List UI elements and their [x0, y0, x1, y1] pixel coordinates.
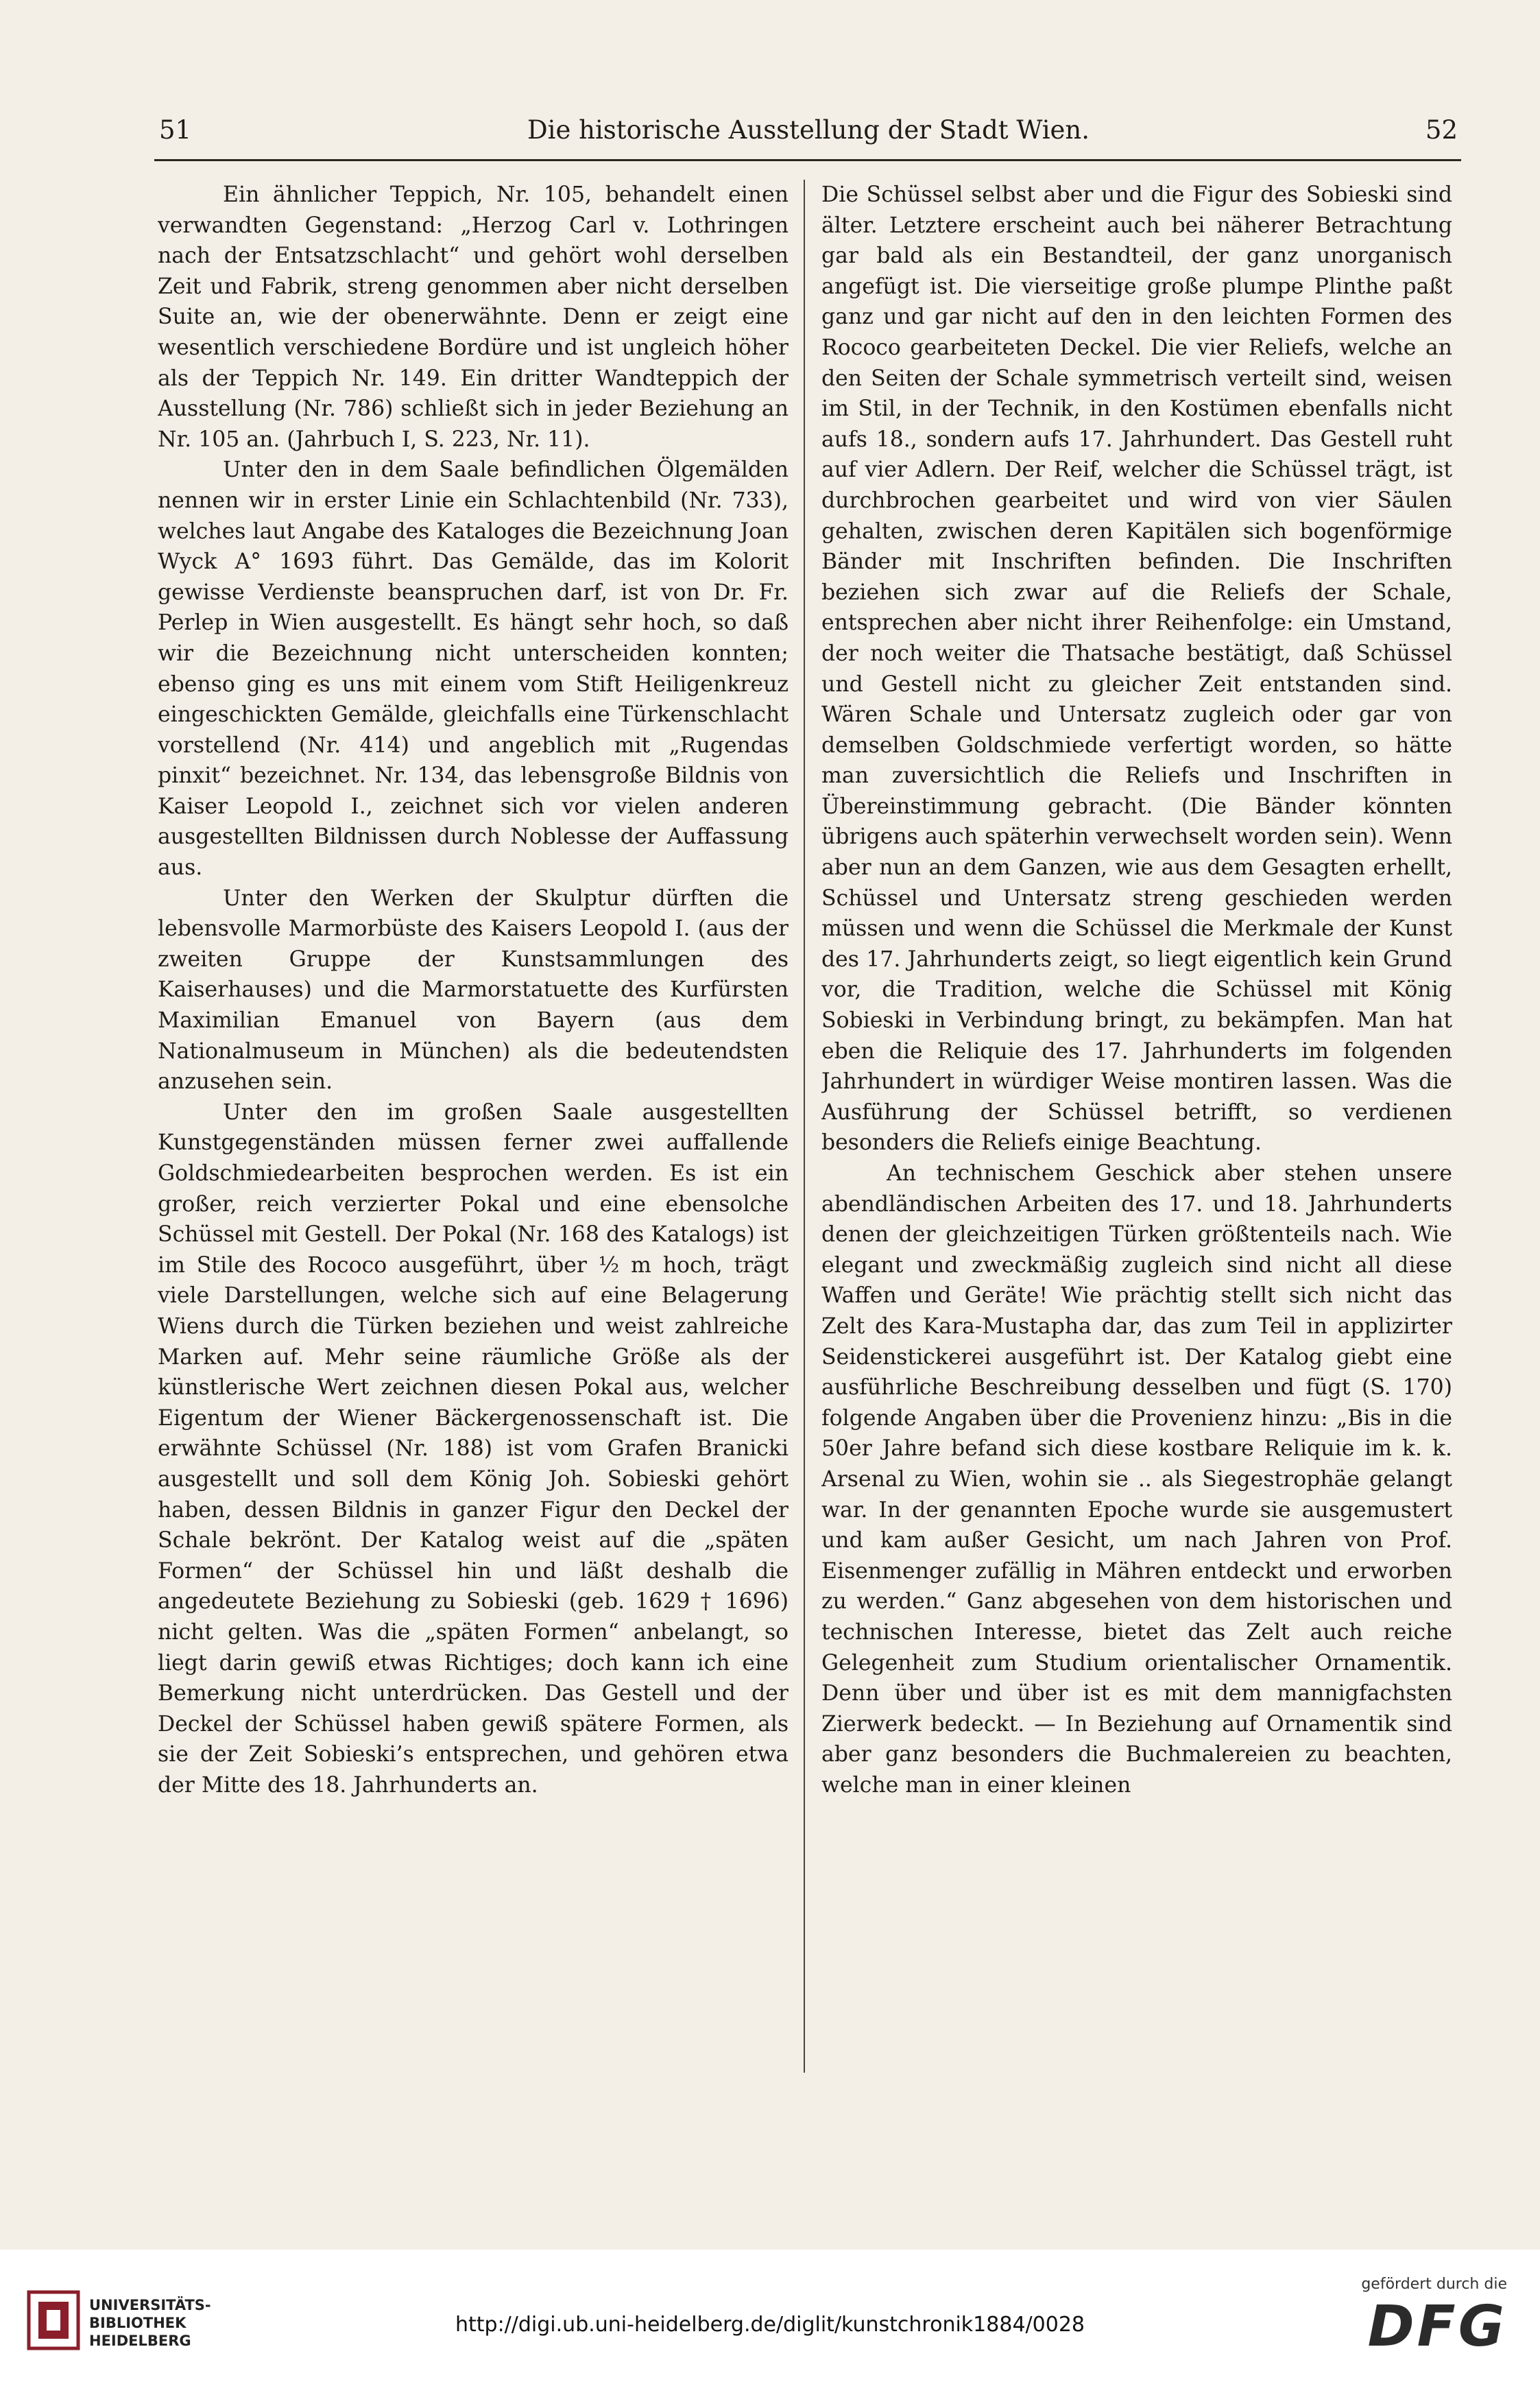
- running-header: [159, 110, 1458, 151]
- page-number-right: 52: [1425, 115, 1458, 145]
- paragraph: An technischem Geschick aber stehen unsere abendländischen Arbeiten des 17. und 18. Jahrhunderts denen der gleichzeitigen Türken größtenteils nach. Wie elegant und zweckmäßig zugleich sind nicht all diese Waffen und Geräte! Wie prächtig stellt sich nicht das Zelt des Kara-Mustapha dar, das zum Teil in applizirter Seidenstickerei ausgeführt ist. Der Katalog giebt eine ausführliche Beschreibung desselben und fügt (S. 170) folgende Angaben über die Provenienz hinzu: „Bis in die 50er Jahre befand sich diese kostbare Reliquie im k. k. Arsenal zu Wien, wohin sie .. als Siegestrophäe gelangt war. In der genannten Epoche wurde sie ausgemustert und kam außer Gesicht, um nach Jahren von Prof. Eisenmenger zufällig in Mähren entdeckt und erworben zu werden.“ Ganz abgesehen von dem historischen und technischen Interesse, bietet das Zelt auch reiche Gelegenheit zum Studium orientalischer Ornamentik. Denn über und über ist es mit dem mannigfachsten Zierwerk bedeckt. — In Beziehung auf Ornamentik sind aber ganz besonders die Buchmalereien zu beachten, welche man in einer kleinen: [821, 1161, 1452, 1798]
- source-url-link[interactable]: http://digi.ub.uni-heidelberg.de/diglit/kunstchronik1884/0028: [455, 2313, 1085, 2337]
- paragraph: Unter den Werken der Skulptur dürften die lebensvolle Marmorbüste des Kaisers Leopold I. (aus der zweiten Gruppe der Kunstsammlungen des Kaiserhauses) und die Marmorstatuette des Kurfürsten Maximilian Emanuel von Bayern (aus dem Nationalmuseum in München) als die bedeutendsten anzusehen sein.: [158, 885, 789, 1095]
- dfg-logo: [1329, 2276, 1507, 2379]
- left-column: [158, 180, 789, 2080]
- dfg-mark: DFG: [1367, 2294, 1507, 2359]
- digitization-footer: [0, 2250, 1540, 2395]
- paragraph: Ein ähnlicher Teppich, Nr. 105, behandelt einen verwandten Gegenstand: „Herzog Carl v. Lothringen nach der Entsatzschlacht“ und gehört wohl derselben Zeit und Fabrik, streng genommen aber nicht derselben Suite an, wie der obenerwähnte. Denn er zeigt eine wesentlich verschiedene Bordüre und ist ungleich höher als der Teppich Nr. 149. Ein dritter Wandteppich der Ausstellung (Nr. 786) schließt sich in jeder Beziehung an Nr. 105 an. (Jahrbuch I, S. 223, Nr. 11).: [158, 182, 789, 452]
- header-rule: [154, 159, 1461, 161]
- paragraph: Die Schüssel selbst aber und die Figur des Sobieski sind älter. Letztere erscheint auch bei näherer Betrachtung gar bald als ein Bestandteil, der ganz unorganisch angefügt ist. Die vierseitige große plumpe Plinthe paßt ganz und gar nicht auf den in den leichten Formen des Rococo gearbeiteten Deckel. Die vier Reliefs, welche an den Seiten der Schale symmetrisch verteilt sind, weisen im Stil, in der Technik, in den Kostümen ebenfalls nicht aufs 18., sondern aufs 17. Jahrhundert. Das Gestell ruht auf vier Adlern. Der Reif, welcher die Schüssel trägt, ist durchbrochen gearbeitet und wird von vier Säulen gehalten, zwischen deren Kapitälen sich bogenförmige Bänder mit Inschriften befinden. Die Inschriften beziehen sich zwar auf die Reliefs der Schale, entsprechen aber nicht ihrer Reihenfolge: ein Umstand, der noch weiter die Thatsache bestätigt, daß Schüssel und Gestell nicht zu gleicher Zeit entstanden sind. Wären Schale und Untersatz zugleich oder gar von demselben Goldschmiede verfertigt worden, so hätte man zuversichtlich die Reliefs und Inschriften in Übereinstimmung gebracht. (Die Bänder könnten übrigens auch späterhin verwechselt worden sein). Wenn aber nun an dem Ganzen, wie aus dem Gesagten erhellt, Schüssel und Untersatz streng geschieden werden müssen und wenn die Schüssel die Merkmale der Kunst des 17. Jahrhunderts zeigt, so liegt eigentlich kein Grund vor, die Tradition, welche die Schüssel mit König Sobieski in Verbindung bringt, zu bekämpfen. Man hat eben die Reliquie des 17. Jahrhunderts im folgenden Jahrhundert in würdiger Weise montiren lassen. Was die Ausführung der Schüssel betrifft, so verdienen besonders die Reliefs einige Beachtung.: [821, 182, 1452, 1156]
- paragraph: Unter den in dem Saale befindlichen Ölgemälden nennen wir in erster Linie ein Schlachtenbild (Nr. 733), welches laut Angabe des Kataloges die Bezeichnung Joan Wyck A° 1693 führt. Das Gemälde, das im Kolorit gewisse Verdienste beanspruchen darf, ist von Dr. Fr. Perlep in Wien ausgestellt. Es hängt sehr hoch, so daß wir die Bezeichnung nicht unterscheiden konnten; ebenso ging es uns mit einem vom Stift Heiligenkreuz eingeschickten Gemälde, gleichfalls eine Türkenschlacht vorstellend (Nr. 414) und angeblich mit „Rugendas pinxit“ bezeichnet. Nr. 134, das lebensgroße Bildnis von Kaiser Leopold I., zeichnet sich vor vielen anderen ausgestellten Bildnissen durch Noblesse der Auffassung aus.: [158, 457, 789, 881]
- column-divider: [804, 180, 805, 2073]
- library-line: UNIVERSITÄTS-: [89, 2297, 211, 2313]
- right-column: [821, 180, 1452, 2080]
- running-title: Die historische Ausstellung der Stadt Wien.: [527, 115, 1090, 145]
- library-line: BIBLIOTHEK: [89, 2315, 187, 2331]
- library-line: HEIDELBERG: [89, 2333, 191, 2349]
- paragraph: Unter den im großen Saale ausgestellten Kunstgegenständen müssen ferner zwei auffallende Goldschmiedearbeiten besprochen werden. Es ist ein großer, reich verzierter Pokal und eine ebensolche Schüssel mit Gestell. Der Pokal (Nr. 168 des Katalogs) ist im Stile des Rococo ausgeführt, über ½ m hoch, trägt viele Darstellungen, welche sich auf eine Belagerung Wiens durch die Türken beziehen und weist zahlreiche Marken auf. Mehr seine räumliche Größe als der künstlerische Wert zeichnen diesen Pokal aus, welcher Eigentum der Wiener Bäckergenossenschaft ist. Die erwähnte Schüssel (Nr. 188) ist vom Grafen Branicki ausgestellt und soll dem König Joh. Sobieski gehört haben, dessen Bildnis in ganzer Figur den Deckel der Schale bekrönt. Der Katalog weist auf die „späten Formen“ der Schüssel hin und läßt deshalb die angedeutete Beziehung zu Sobieski (geb. 1629 † 1696) nicht gelten. Was die „späten Formen“ anbelangt, so liegt darin gewiß etwas Richtiges; doch kann ich eine Bemerkung nicht unterdrücken. Das Gestell und der Deckel der Schüssel haben gewiß spätere Formen, als sie der Zeit Sobieski’s entsprechen, und gehören etwa der Mitte des 18. Jahrhunderts an.: [158, 1099, 789, 1798]
- sponsor-text: gefördert durch die: [1361, 2276, 1507, 2293]
- page-number-left: 51: [159, 115, 192, 145]
